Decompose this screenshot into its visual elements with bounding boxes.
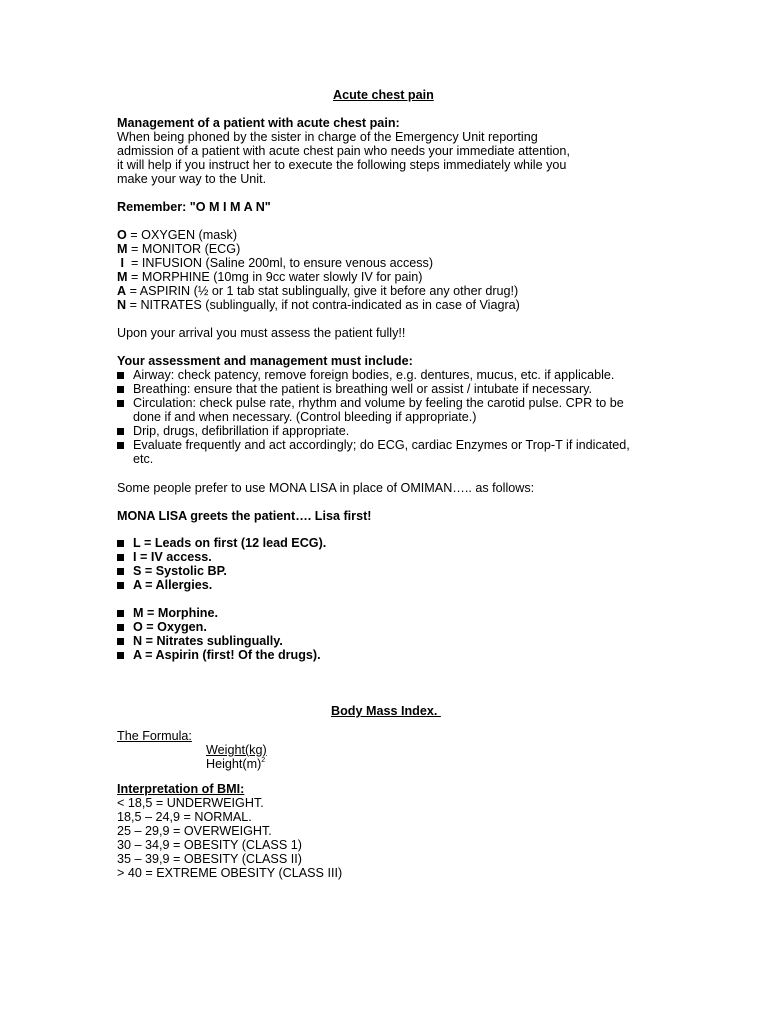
bmi-title: Body Mass Index.	[331, 704, 441, 718]
management-line: it will help if you instruct her to execute the following steps immediately while you	[117, 158, 567, 172]
management-line: admission of a patient with acute chest pain who needs your immediate attention,	[117, 144, 570, 158]
bmi-range: 25 – 29,9 = OVERWEIGHT.	[117, 824, 272, 838]
management-line: When being phoned by the sister in charge of the Emergency Unit reporting	[117, 130, 538, 144]
remember-heading: Remember: "O M I M A N"	[117, 200, 271, 214]
list-item: L = Leads on first (12 lead ECG).	[117, 536, 326, 550]
interp-heading: Interpretation of BMI:	[117, 782, 245, 796]
management-line: make your way to the Unit.	[117, 172, 267, 186]
bmi-range: 18,5 – 24,9 = NORMAL.	[117, 810, 252, 824]
omiman-item	[117, 284, 520, 298]
list-item: Evaluate frequently and act accordingly; do ECG, cardiac Enzymes or Trop-T if indicated,	[117, 438, 630, 452]
lisa-list	[117, 536, 326, 592]
omiman-letter: A	[117, 284, 127, 298]
arrival-text: Upon your arrival you must assess the patient fully!!	[117, 326, 406, 340]
omiman-text: = MORPHINE (10mg in 9cc water slowly IV for pain)	[127, 270, 423, 284]
list-item: Circulation: check pulse rate, rhythm and volume by feeling the carotid pulse. CPR to be	[117, 396, 630, 410]
formula-label: The Formula:	[117, 729, 192, 743]
omiman-text: = NITRATES (sublingually, if not contra-indicated as in case of Viagra)	[126, 298, 520, 312]
bmi-range: 35 – 39,9 = OBESITY (CLASS II)	[117, 852, 302, 866]
omiman-text: = OXYGEN (mask)	[126, 228, 238, 242]
bmi-range: < 18,5 = UNDERWEIGHT.	[117, 796, 264, 810]
list-item: Drip, drugs, defibrillation if appropriate.	[117, 424, 630, 438]
omiman-letter: N	[117, 298, 127, 312]
omiman-letter: O	[117, 228, 127, 242]
list-item: I = IV access.	[117, 550, 326, 564]
omiman-letter: M	[117, 242, 128, 256]
mona-heading: MONA LISA greets the patient…. Lisa first!	[117, 509, 372, 523]
omiman-item	[117, 256, 520, 270]
list-item-continuation: etc.	[133, 452, 154, 466]
list-item: Breathing: ensure that the patient is breathing well or assist / intubate if necessary.	[117, 382, 630, 396]
bmi-interpretation	[117, 782, 342, 880]
omiman-text: = INFUSION (Saline 200ml, to ensure venous access)	[124, 256, 434, 270]
omiman-letter: I	[117, 256, 124, 270]
omiman-text: = MONITOR (ECG)	[127, 242, 241, 256]
formula-denominator	[206, 757, 265, 771]
mona-list	[117, 606, 321, 662]
omiman-letter: M	[117, 270, 128, 284]
list-item: A = Allergies.	[117, 578, 326, 592]
list-item-continuation: done if and when necessary. (Control bleeding if appropriate.)	[133, 410, 477, 424]
denominator-text: Height(m)	[206, 757, 262, 771]
list-item: M = Morphine.	[117, 606, 321, 620]
list-item: N = Nitrates sublingually.	[117, 634, 321, 648]
omiman-item	[117, 270, 520, 284]
assessment-heading: Your assessment and management must include:	[117, 354, 413, 368]
list-item: Airway: check patency, remove foreign bodies, e.g. dentures, mucus, etc. if applicable.	[117, 368, 630, 382]
assessment-section	[117, 354, 630, 466]
mona-intro: Some people prefer to use MONA LISA in place of OMIMAN….. as follows:	[117, 481, 535, 495]
list-item: A = Aspirin (first! Of the drugs).	[117, 648, 321, 662]
list-item: O = Oxygen.	[117, 620, 321, 634]
omiman-item	[117, 242, 520, 256]
bmi-range: > 40 = EXTREME OBESITY (CLASS III)	[117, 866, 343, 880]
omiman-item	[117, 298, 520, 312]
management-section	[117, 116, 570, 186]
list-item: S = Systolic BP.	[117, 564, 326, 578]
exponent: 2	[261, 757, 266, 764]
omiman-list	[117, 228, 520, 312]
management-heading: Management of a patient with acute chest pain:	[117, 116, 400, 130]
omiman-item	[117, 228, 520, 242]
page-title: Acute chest pain	[333, 88, 434, 102]
omiman-text: = ASPIRIN (½ or 1 tab stat sublingually, give it before any other drug!)	[126, 284, 519, 298]
formula-numerator: Weight(kg)	[206, 743, 267, 757]
bmi-range: 30 – 34,9 = OBESITY (CLASS 1)	[117, 838, 302, 852]
